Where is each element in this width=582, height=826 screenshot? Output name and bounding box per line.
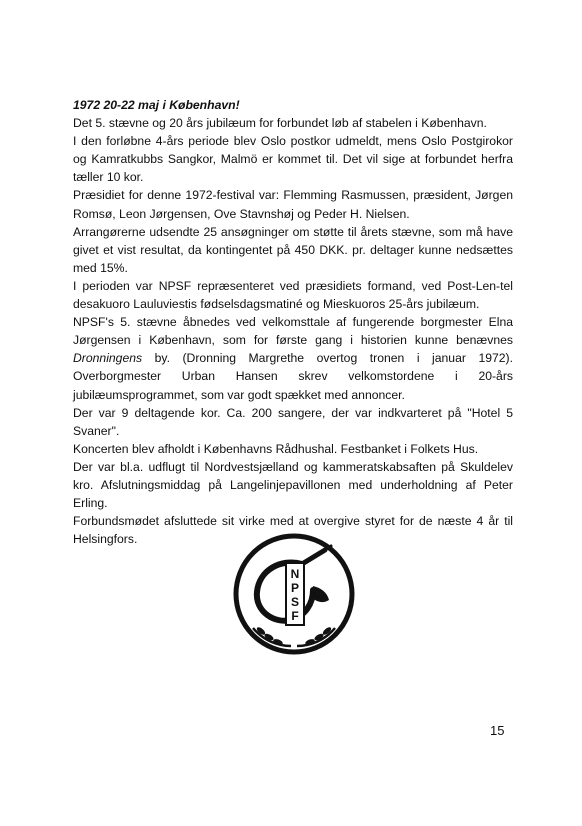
posthorn-emblem-icon (231, 530, 357, 658)
paragraph: I den forløbne 4-års periode blev Oslo postkor udmeldt, mens Oslo Postgirokor og Kamratkubbs Sangkor, Malmö er kommet til. Det vil sige at forbundet herfra tæller 10 kor. (73, 134, 513, 185)
paragraph-text: NPSF's 5. stævne åbnedes ved velkomsttale af fungerende borgmester Elna Jørgensen i København, som for første gang i historien kunne benævnes (73, 315, 513, 348)
logo-letter: P (290, 581, 300, 595)
paragraph: Det 5. stævne og 20 års jubilæum for forbundet løb af stabelen i København. (73, 116, 487, 131)
paragraph: Forbundsmødet afsluttede sit virke med at overgive styret for de næste 4 år til Helsingfors. (73, 514, 513, 547)
logo-letter: F (291, 609, 299, 623)
paragraph: Der var 9 deltagende kor. Ca. 200 sangere, der var indkvarteret på "Hotel 5 Svaner". (73, 405, 513, 438)
page-number: 15 (490, 723, 505, 738)
paragraph-text: by. (Dronning Margrethe overtog tronen i januar 1972). Overborgmester Urban Hansen skrev velkomstordene i 20-års jubilæumsprogrammet, som var godt spækket med annoncer. (73, 351, 513, 402)
article-body (73, 96, 513, 548)
section-heading: 1972 20-22 maj i København! (73, 98, 240, 112)
paragraph (73, 313, 513, 403)
logo-letter: S (290, 595, 300, 609)
logo-letter: N (290, 567, 300, 581)
paragraph: Koncerten blev afholdt i Københavns Rådhushal. Festbanket i Folkets Hus. (73, 441, 479, 456)
paragraph: I perioden var NPSF repræsenteret ved præsidiets formand, ved Post-Len-tel desakuoro Lauluviestis fødselsdagsmatiné og Mieskuoros 25-års jubilæum. (73, 278, 513, 312)
paragraph: Arrangørerne udsendte 25 ansøgninger om støtte til årets stævne, som må have givet et vist resultat, da kontingentet på 450 DKK. pr. deltager kunne nedsættes med 15%. (73, 224, 513, 275)
emphasis-text: Dronningens (73, 351, 143, 366)
paragraph: Der var bl.a. udflugt til Nordvestsjælland og kammeratskabsaften på Skuldelev kro. Afslutningsmiddag på Langelinjepavillonen med underholdning af Peter Erling. (73, 459, 513, 511)
paragraph: Præsidiet for denne 1972-festival var: Flemming Rasmussen, præsident, Jørgen Romsø, Leon Jørgensen, Ove Stavnshøj og Peder H. Nielsen. (73, 188, 513, 221)
